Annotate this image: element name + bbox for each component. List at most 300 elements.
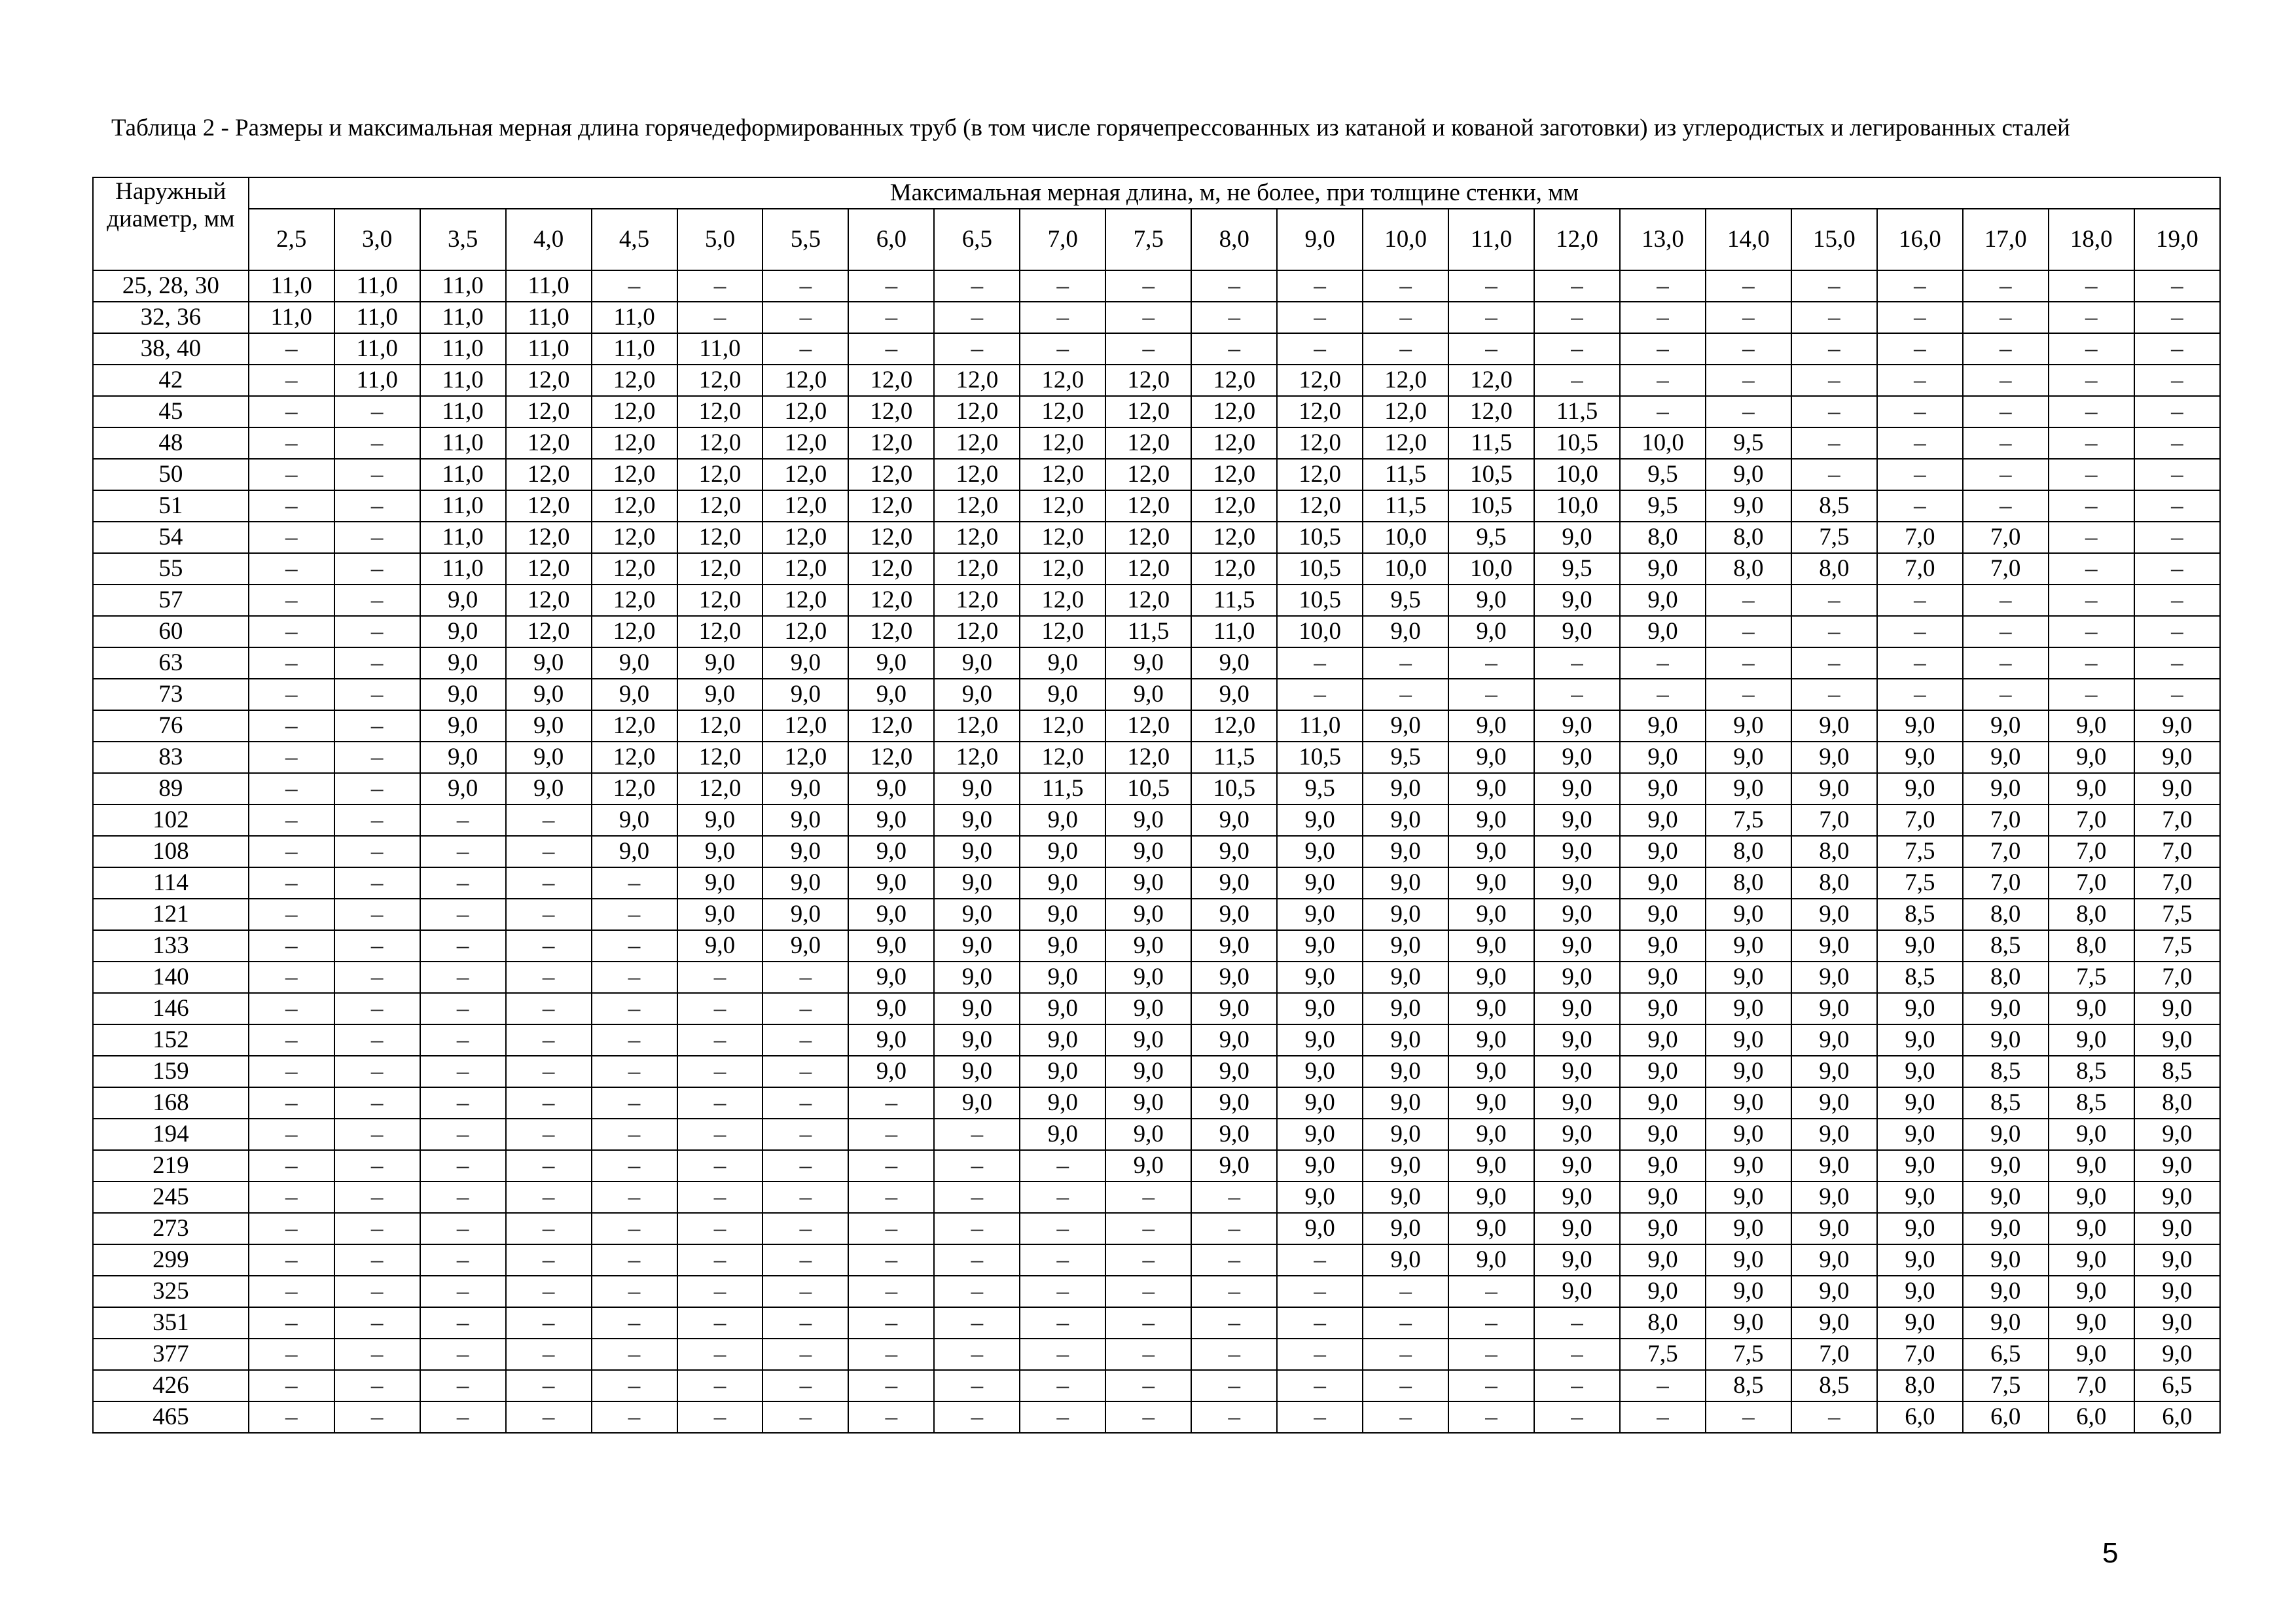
length-cell: 8,0 xyxy=(1620,522,1706,553)
length-cell: 12,0 xyxy=(934,490,1020,522)
length-cell: 9,0 xyxy=(1448,742,1534,773)
length-cell: 12,0 xyxy=(677,616,763,647)
length-cell: – xyxy=(420,836,506,867)
length-cell: 9,0 xyxy=(1791,1150,1877,1182)
length-cell: 9,0 xyxy=(1706,1119,1791,1150)
length-cell: – xyxy=(249,1056,334,1087)
length-cell: – xyxy=(1877,679,1963,710)
length-cell: – xyxy=(420,1150,506,1182)
length-cell: 9,0 xyxy=(1877,773,1963,804)
length-cell: 8,0 xyxy=(1791,867,1877,899)
length-cell: – xyxy=(2134,333,2220,365)
length-cell: – xyxy=(1620,333,1706,365)
length-cell: 9,0 xyxy=(677,679,763,710)
length-cell: 7,0 xyxy=(2049,804,2134,836)
length-cell: 9,0 xyxy=(1706,773,1791,804)
length-cell: 9,0 xyxy=(1105,867,1191,899)
length-cell: 9,0 xyxy=(762,836,848,867)
length-cell: 9,0 xyxy=(1277,867,1363,899)
table-row xyxy=(93,647,2220,679)
length-cell: – xyxy=(848,1119,934,1150)
length-cell: 9,0 xyxy=(506,679,592,710)
length-cell: 9,0 xyxy=(1791,930,1877,962)
length-cell: 9,0 xyxy=(1534,1024,1620,1056)
length-cell: 9,0 xyxy=(1706,1276,1791,1307)
length-cell: – xyxy=(592,1370,677,1401)
length-cell: 11,0 xyxy=(677,333,763,365)
length-cell: – xyxy=(1706,302,1791,333)
table-row xyxy=(93,679,2220,710)
length-cell: 9,0 xyxy=(934,804,1020,836)
length-cell: – xyxy=(249,396,334,427)
diameter-cell: 121 xyxy=(93,899,249,930)
length-cell: 11,0 xyxy=(420,522,506,553)
length-cell: – xyxy=(762,1024,848,1056)
length-cell: 12,0 xyxy=(1277,365,1363,396)
table-row xyxy=(93,899,2220,930)
length-cell: 9,0 xyxy=(1534,804,1620,836)
length-cell: – xyxy=(2049,522,2134,553)
length-cell: 6,5 xyxy=(2134,1370,2220,1401)
length-cell: – xyxy=(1791,459,1877,490)
length-cell: 9,0 xyxy=(1534,867,1620,899)
diameter-cell: 102 xyxy=(93,804,249,836)
length-cell: 9,0 xyxy=(1363,1056,1448,1087)
length-cell: – xyxy=(249,1401,334,1433)
diameter-cell: 219 xyxy=(93,1150,249,1182)
length-cell: 9,0 xyxy=(677,899,763,930)
length-cell: 9,0 xyxy=(2134,1307,2220,1339)
length-cell: 6,0 xyxy=(1963,1401,2049,1433)
length-cell: 9,0 xyxy=(1448,1056,1534,1087)
length-cell: 10,5 xyxy=(1277,522,1363,553)
table-row xyxy=(93,490,2220,522)
length-cell: 9,0 xyxy=(934,1056,1020,1087)
length-cell: 11,0 xyxy=(420,302,506,333)
length-cell: 12,0 xyxy=(1191,427,1277,459)
length-cell: 9,0 xyxy=(848,773,934,804)
length-cell: – xyxy=(334,836,420,867)
table-row xyxy=(93,1307,2220,1339)
length-cell: 7,5 xyxy=(1706,1339,1791,1370)
length-cell: 12,0 xyxy=(677,553,763,585)
length-cell: – xyxy=(334,459,420,490)
length-cell: – xyxy=(1020,270,1105,302)
length-cell: 9,0 xyxy=(420,679,506,710)
length-cell: 12,0 xyxy=(1020,553,1105,585)
length-cell: 9,0 xyxy=(934,993,1020,1024)
length-cell: – xyxy=(592,1087,677,1119)
length-cell: 12,0 xyxy=(592,365,677,396)
length-cell: – xyxy=(1363,1370,1448,1401)
table-row xyxy=(93,585,2220,616)
length-cell: 9,0 xyxy=(1620,1056,1706,1087)
length-cell: 9,0 xyxy=(1020,899,1105,930)
length-cell: 9,0 xyxy=(1363,899,1448,930)
length-cell: 12,0 xyxy=(762,742,848,773)
length-cell: 9,0 xyxy=(762,773,848,804)
length-cell: – xyxy=(592,899,677,930)
length-cell: – xyxy=(1191,1307,1277,1339)
length-cell: 9,0 xyxy=(420,616,506,647)
length-cell: 9,0 xyxy=(848,930,934,962)
length-cell: 9,0 xyxy=(2049,1182,2134,1213)
length-cell: – xyxy=(249,616,334,647)
length-cell: – xyxy=(249,1370,334,1401)
table-row xyxy=(93,1119,2220,1150)
thickness-header-cell: 5,5 xyxy=(762,209,848,270)
length-cell: 9,0 xyxy=(848,993,934,1024)
length-cell: 9,0 xyxy=(420,585,506,616)
diameter-cell: 57 xyxy=(93,585,249,616)
length-cell: – xyxy=(848,1370,934,1401)
length-cell: – xyxy=(592,1150,677,1182)
length-cell: – xyxy=(249,836,334,867)
table-row xyxy=(93,993,2220,1024)
length-cell: 9,0 xyxy=(1363,1087,1448,1119)
length-cell: – xyxy=(1020,1150,1105,1182)
diameter-cell: 54 xyxy=(93,522,249,553)
table-row xyxy=(93,365,2220,396)
diameter-cell: 51 xyxy=(93,490,249,522)
length-cell: – xyxy=(249,742,334,773)
length-cell: 9,0 xyxy=(1791,1307,1877,1339)
length-cell: 9,0 xyxy=(1620,742,1706,773)
length-cell: – xyxy=(1277,1339,1363,1370)
length-cell: – xyxy=(334,647,420,679)
length-cell: – xyxy=(2049,679,2134,710)
length-cell: 11,0 xyxy=(420,553,506,585)
length-cell: – xyxy=(420,1024,506,1056)
length-cell: – xyxy=(1105,1182,1191,1213)
length-cell: 7,0 xyxy=(2049,1370,2134,1401)
length-cell: 9,0 xyxy=(1620,616,1706,647)
length-cell: – xyxy=(420,1276,506,1307)
table-row xyxy=(93,270,2220,302)
length-cell: – xyxy=(1534,365,1620,396)
length-cell: – xyxy=(506,1370,592,1401)
length-cell: 9,0 xyxy=(1020,679,1105,710)
length-cell: 7,5 xyxy=(2134,930,2220,962)
table-row xyxy=(93,1401,2220,1433)
length-cell: – xyxy=(1791,679,1877,710)
length-cell: 10,0 xyxy=(1277,616,1363,647)
length-cell: – xyxy=(1791,647,1877,679)
length-cell: 10,0 xyxy=(1448,553,1534,585)
length-cell: 9,0 xyxy=(2049,1213,2134,1244)
length-cell: 12,0 xyxy=(1448,365,1534,396)
table-row xyxy=(93,522,2220,553)
length-cell: 9,0 xyxy=(1448,616,1534,647)
length-cell: 9,0 xyxy=(848,867,934,899)
length-cell: 9,0 xyxy=(848,836,934,867)
length-cell: – xyxy=(2049,365,2134,396)
length-cell: 6,0 xyxy=(1877,1401,1963,1433)
length-cell: – xyxy=(1534,1307,1620,1339)
length-cell: 9,0 xyxy=(1277,1119,1363,1150)
length-cell: 9,0 xyxy=(1963,1307,2049,1339)
length-cell: – xyxy=(1620,1370,1706,1401)
length-cell: – xyxy=(1791,1401,1877,1433)
length-cell: 11,0 xyxy=(592,333,677,365)
length-cell: 9,0 xyxy=(2134,1244,2220,1276)
length-cell: – xyxy=(334,1213,420,1244)
length-cell: 11,0 xyxy=(506,302,592,333)
length-cell: – xyxy=(2134,679,2220,710)
length-cell: – xyxy=(1105,270,1191,302)
length-cell: 9,0 xyxy=(762,867,848,899)
length-cell: 7,0 xyxy=(1963,522,2049,553)
length-cell: – xyxy=(677,302,763,333)
diameter-cell: 38, 40 xyxy=(93,333,249,365)
thickness-header-cell: 4,0 xyxy=(506,209,592,270)
length-cell: 12,0 xyxy=(592,459,677,490)
length-cell: – xyxy=(677,1182,763,1213)
length-cell: 11,0 xyxy=(420,333,506,365)
length-cell: – xyxy=(506,1150,592,1182)
length-cell: 9,0 xyxy=(592,647,677,679)
length-cell: – xyxy=(1620,270,1706,302)
length-cell: – xyxy=(848,1182,934,1213)
length-cell: 8,5 xyxy=(1706,1370,1791,1401)
length-cell: – xyxy=(592,962,677,993)
length-cell: 6,5 xyxy=(1963,1339,2049,1370)
length-cell: 9,0 xyxy=(1534,1244,1620,1276)
length-cell: 9,0 xyxy=(1620,962,1706,993)
length-cell: 9,0 xyxy=(1791,1119,1877,1150)
length-cell: – xyxy=(420,1307,506,1339)
length-cell: 9,0 xyxy=(1277,930,1363,962)
length-cell: – xyxy=(1105,1339,1191,1370)
table-caption: Таблица 2 - Размеры и максимальная мерная длина горячедеформированных труб (в том числе горячепрессованных из катаной и кованой заготовки) из углеродистых и легированных сталей xyxy=(111,115,2070,141)
length-cell: – xyxy=(334,1056,420,1087)
length-cell: – xyxy=(1277,333,1363,365)
thickness-header-cell: 15,0 xyxy=(1791,209,1877,270)
length-cell: 9,0 xyxy=(1191,1119,1277,1150)
length-cell: – xyxy=(420,962,506,993)
thickness-header-cell: 6,0 xyxy=(848,209,934,270)
length-cell: 9,0 xyxy=(1963,1182,2049,1213)
length-cell: 9,0 xyxy=(1277,804,1363,836)
length-cell: – xyxy=(1020,333,1105,365)
length-cell: – xyxy=(934,1339,1020,1370)
length-cell: – xyxy=(420,930,506,962)
length-cell: 11,0 xyxy=(1277,710,1363,742)
length-cell: 9,0 xyxy=(1363,773,1448,804)
length-cell: 12,0 xyxy=(1105,553,1191,585)
length-cell: 9,0 xyxy=(1963,742,2049,773)
length-cell: 9,0 xyxy=(1963,773,2049,804)
length-cell: 12,0 xyxy=(1363,427,1448,459)
length-cell: – xyxy=(1191,302,1277,333)
table-row xyxy=(93,867,2220,899)
length-cell: 9,0 xyxy=(1877,1087,1963,1119)
length-cell: – xyxy=(1020,1307,1105,1339)
length-cell: – xyxy=(1877,647,1963,679)
length-cell: 9,0 xyxy=(1877,1307,1963,1339)
length-cell: 12,0 xyxy=(592,742,677,773)
length-cell: 9,0 xyxy=(762,647,848,679)
length-cell: – xyxy=(1448,1339,1534,1370)
length-cell: – xyxy=(848,302,934,333)
length-cell: 10,0 xyxy=(1363,553,1448,585)
length-cell: – xyxy=(1706,333,1791,365)
length-cell: 9,0 xyxy=(2049,1119,2134,1150)
length-cell: 12,0 xyxy=(934,459,1020,490)
length-cell: 10,0 xyxy=(1620,427,1706,459)
length-cell: – xyxy=(506,1401,592,1433)
length-cell: 9,0 xyxy=(1020,647,1105,679)
length-cell: 9,0 xyxy=(1448,1150,1534,1182)
length-cell: 12,0 xyxy=(506,490,592,522)
length-cell: 9,0 xyxy=(934,647,1020,679)
diameter-cell: 73 xyxy=(93,679,249,710)
length-cell: 12,0 xyxy=(677,710,763,742)
length-cell: 12,0 xyxy=(848,616,934,647)
length-cell: – xyxy=(1620,647,1706,679)
length-cell: 7,0 xyxy=(1877,522,1963,553)
length-cell: 9,0 xyxy=(1363,930,1448,962)
length-cell: 9,0 xyxy=(1448,1244,1534,1276)
length-cell: – xyxy=(592,1182,677,1213)
length-cell: – xyxy=(1363,1276,1448,1307)
length-cell: 7,5 xyxy=(1877,867,1963,899)
length-cell: – xyxy=(420,1213,506,1244)
table-row xyxy=(93,1244,2220,1276)
length-cell: 12,0 xyxy=(506,396,592,427)
diameter-cell: 299 xyxy=(93,1244,249,1276)
table-row xyxy=(93,742,2220,773)
length-cell: 9,0 xyxy=(1877,742,1963,773)
length-cell: – xyxy=(1963,270,2049,302)
length-cell: 9,0 xyxy=(1791,710,1877,742)
length-cell: – xyxy=(1363,270,1448,302)
diameter-cell: 45 xyxy=(93,396,249,427)
length-cell: – xyxy=(762,1182,848,1213)
length-cell: – xyxy=(848,1276,934,1307)
length-cell: 9,0 xyxy=(1620,930,1706,962)
length-cell: 9,5 xyxy=(1363,742,1448,773)
length-cell: – xyxy=(1963,490,2049,522)
length-cell: 9,0 xyxy=(1448,867,1534,899)
length-cell: – xyxy=(677,1119,763,1150)
length-cell: 9,0 xyxy=(1534,962,1620,993)
length-cell: 12,0 xyxy=(1020,742,1105,773)
diameter-cell: 108 xyxy=(93,836,249,867)
length-cell: 9,0 xyxy=(1963,710,2049,742)
length-cell: 12,0 xyxy=(506,459,592,490)
length-cell: – xyxy=(506,1276,592,1307)
length-cell: 10,5 xyxy=(1105,773,1191,804)
length-cell: – xyxy=(506,1244,592,1276)
length-cell: 7,5 xyxy=(1963,1370,2049,1401)
length-cell: 10,5 xyxy=(1277,585,1363,616)
length-cell: 9,0 xyxy=(2134,710,2220,742)
length-cell: 9,0 xyxy=(1363,867,1448,899)
table-row xyxy=(93,1024,2220,1056)
thickness-header-cell: 8,0 xyxy=(1191,209,1277,270)
length-cell: 12,0 xyxy=(934,553,1020,585)
length-cell: 7,5 xyxy=(1791,522,1877,553)
length-cell: – xyxy=(334,1276,420,1307)
length-cell: – xyxy=(1791,302,1877,333)
length-cell: – xyxy=(2049,616,2134,647)
length-cell: 9,0 xyxy=(2134,1213,2220,1244)
length-cell: – xyxy=(934,1401,1020,1433)
length-cell: 9,0 xyxy=(762,930,848,962)
length-cell: 9,0 xyxy=(1534,1150,1620,1182)
length-cell: 9,0 xyxy=(1105,647,1191,679)
length-cell: – xyxy=(249,333,334,365)
length-cell: – xyxy=(1706,1401,1791,1433)
length-cell: 7,5 xyxy=(2049,962,2134,993)
length-cell: 11,0 xyxy=(592,302,677,333)
length-cell: – xyxy=(334,427,420,459)
length-cell: – xyxy=(1877,270,1963,302)
length-cell: 12,0 xyxy=(848,490,934,522)
length-cell: – xyxy=(420,804,506,836)
length-cell: – xyxy=(1877,333,1963,365)
length-cell: 11,0 xyxy=(420,427,506,459)
length-cell: – xyxy=(592,867,677,899)
length-cell: – xyxy=(1020,1276,1105,1307)
length-cell: 9,0 xyxy=(934,1087,1020,1119)
length-cell: – xyxy=(592,930,677,962)
length-cell: 7,0 xyxy=(1963,836,2049,867)
length-cell: – xyxy=(1963,396,2049,427)
length-cell: 9,0 xyxy=(1877,710,1963,742)
length-cell: – xyxy=(762,1087,848,1119)
length-cell: 7,0 xyxy=(1877,1339,1963,1370)
length-cell: 12,0 xyxy=(934,396,1020,427)
length-cell: 9,0 xyxy=(2134,1182,2220,1213)
length-cell: 12,0 xyxy=(1191,459,1277,490)
length-cell: 9,0 xyxy=(420,773,506,804)
length-cell: 12,0 xyxy=(762,427,848,459)
length-cell: 9,0 xyxy=(934,836,1020,867)
length-cell: 9,0 xyxy=(1791,742,1877,773)
length-cell: 12,0 xyxy=(848,522,934,553)
length-cell: 9,0 xyxy=(1534,836,1620,867)
length-cell: – xyxy=(334,804,420,836)
length-cell: – xyxy=(1963,365,2049,396)
length-cell: – xyxy=(249,1087,334,1119)
length-cell: – xyxy=(934,302,1020,333)
length-cell: – xyxy=(1363,333,1448,365)
length-cell: 10,5 xyxy=(1277,742,1363,773)
length-cell: – xyxy=(506,962,592,993)
length-cell: 9,0 xyxy=(2134,773,2220,804)
length-cell: 7,0 xyxy=(2134,836,2220,867)
length-cell: 11,0 xyxy=(249,270,334,302)
length-cell: 9,0 xyxy=(1791,1087,1877,1119)
diameter-cell: 465 xyxy=(93,1401,249,1433)
length-cell: 9,0 xyxy=(1877,930,1963,962)
length-cell: 9,0 xyxy=(2049,1024,2134,1056)
length-cell: 9,0 xyxy=(1534,1213,1620,1244)
length-cell: 7,0 xyxy=(1791,1339,1877,1370)
length-cell: 9,0 xyxy=(1620,1087,1706,1119)
thickness-header-cell: 7,5 xyxy=(1105,209,1191,270)
length-cell: 9,0 xyxy=(1706,1307,1791,1339)
length-cell: 9,0 xyxy=(1963,1119,2049,1150)
length-cell: – xyxy=(1277,647,1363,679)
length-cell: – xyxy=(249,1119,334,1150)
length-cell: 10,5 xyxy=(1191,773,1277,804)
length-cell: – xyxy=(249,1182,334,1213)
length-cell: 9,0 xyxy=(1877,993,1963,1024)
length-cell: 11,0 xyxy=(334,302,420,333)
